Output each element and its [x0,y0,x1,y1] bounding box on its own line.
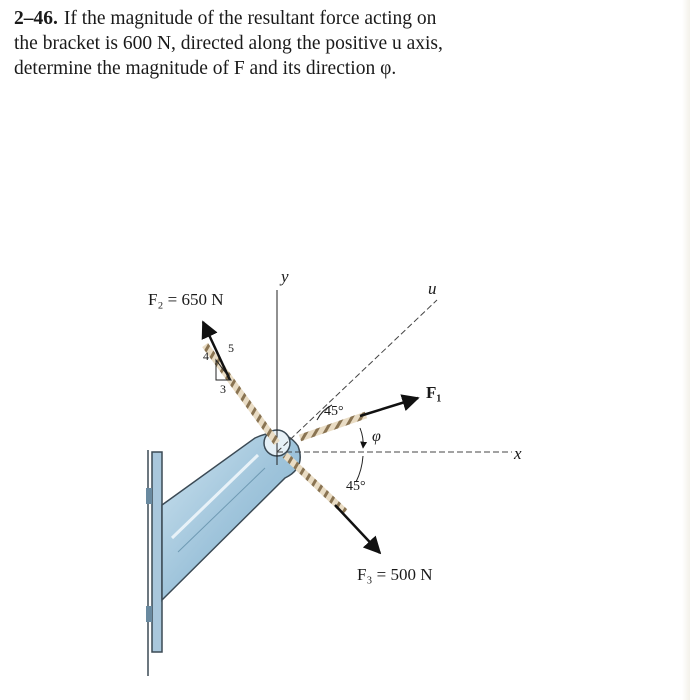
problem-line-2: the bracket is 600 N, directed along the positive u axis, [14,33,443,54]
page-edge-shadow [682,0,690,700]
bracket-arm [162,430,300,600]
problem-line-3: determine the magnitude of F and its direction φ. [14,58,397,79]
problem-text-1: If the magnitude of the resultant force acting on [63,8,437,29]
phi-arc [360,428,363,448]
slope-3-label: 3 [220,382,226,396]
u-axis-line [277,300,437,452]
slope-4-label: 4 [203,349,209,363]
angle-f1-label: 45° [324,404,344,419]
slope-5-label: 5 [228,341,234,355]
f3-arrow [335,505,380,553]
rope-f3 [285,455,345,512]
f3-label: F₃ = 500 N [357,565,433,584]
u-axis-label: u [428,279,437,298]
phi-label: φ [372,428,381,445]
angle-f3-label: 45° [346,479,366,494]
problem-number: 2–46. [14,8,58,29]
f1-label: F₁ [426,383,442,402]
f1-arrow [360,398,418,416]
y-axis-label: y [281,267,289,286]
f2-label: F₂ = 650 N [148,290,224,309]
x-axis-label: x [514,444,522,463]
wall-plate [146,450,162,676]
